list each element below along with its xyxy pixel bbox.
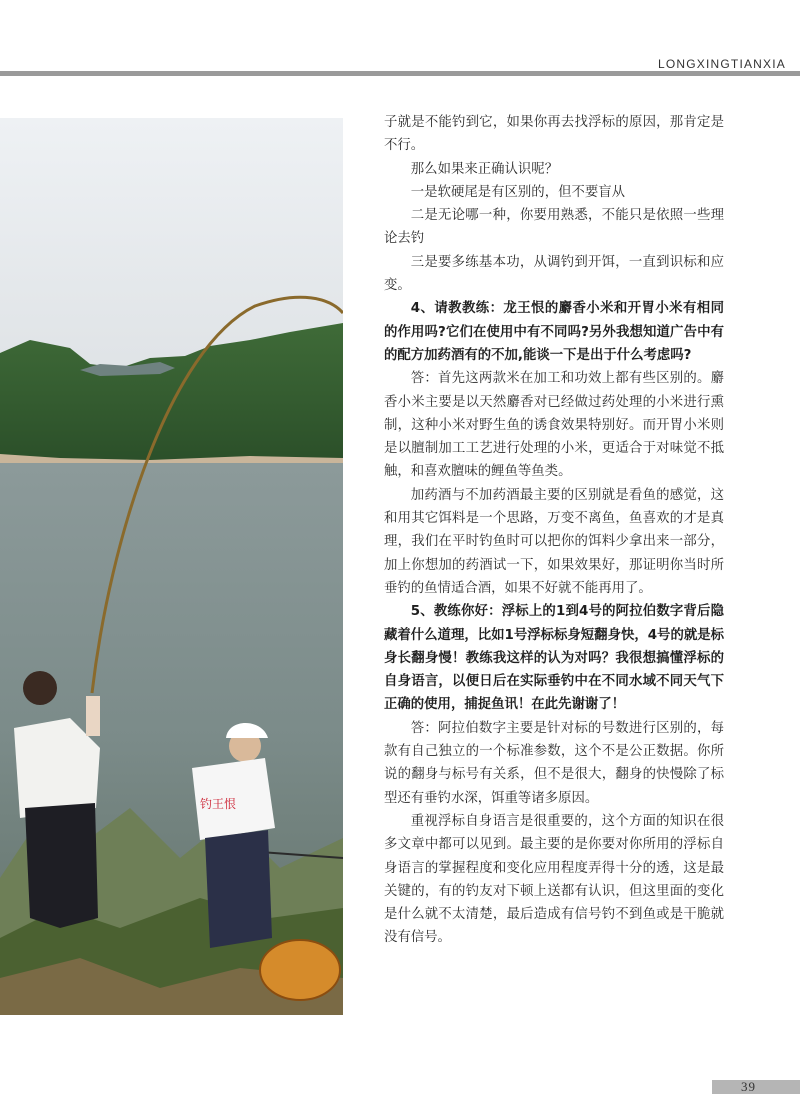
question-heading: 4、请教教练：龙王恨的麝香小米和开胃小米有相同的作用吗?它们在使用中有不同吗?另外我想知道广告中有的配方加药酒有的不加,能谈一下是出于什么考虑吗? [384, 301, 724, 363]
page-number-bar [712, 1080, 800, 1094]
shirt-text: 钓王恨 [200, 797, 237, 811]
article-paragraph: 重视浮标自身语言是很重要的，这个方面的知识在很多文章中都可以见到。最主要的是你要对你所用的浮标自身语言的掌握程度和变化应用程度弄得十分的透，这是最关键的，有的钓友对下顿上送都有认识，但这里面的变化是什么就不太清楚，最后造成有信号钓不到鱼或是干脆就没有信号。 [384, 813, 724, 946]
running-header-rule [0, 71, 800, 76]
fishing-photo [0, 118, 343, 1015]
article-paragraph: 答：首先这两款米在加工和功效上都有些区别的。麝香小米主要是以天然麝香对已经做过药处理的小米进行熏制，这种小米对野生鱼的诱食效果特别好。而开胃小米则是以膻制加工工艺进行处理的小米，更适合于对味觉不抵触，和喜欢膻味的鲤鱼等鱼类。 [384, 371, 724, 480]
article-paragraph: 二是无论哪一种，你要用熟悉，不能只是依照一些理论去钓 [384, 208, 724, 247]
article-paragraph: 三是要多练基本功，从调钓到开饵，一直到识标和应变。 [384, 254, 724, 294]
article-paragraph: 那么如果来正确认识呢？ [410, 161, 559, 177]
running-header-title: LONGXINGTIANXIA [657, 57, 786, 71]
article-paragraph: 一是软硬尾是有区别的，但不要盲从 [410, 184, 626, 200]
article-paragraph: 加药酒与不加药酒最主要的区别就是看鱼的感觉，这和用其它饵料是一个思路，万变不离鱼，鱼喜欢的才是真理，我们在平时钓鱼时可以把你的饵料少拿出来一部分，加上你想加的药酒试一下，如果效果好，那证明你当时所垂钓的鱼情适合酒，如果不好就不能再用了。 [384, 487, 724, 596]
article-body [384, 111, 724, 950]
article-paragraph: 子就是不能钓到它，如果你再去找浮标的原因，那肯定是不行。 [384, 115, 724, 154]
page-number: 39 [741, 1079, 756, 1094]
article-paragraph: 答：阿拉伯数字主要是针对标的号数进行区别的，每款有自己独立的一个标准参数，这个不是公正数据。你所说的翻身与标号有关系，但不是很大，翻身的快慢除了标型还有垂钓水深，饵重等诸多原因。 [384, 720, 724, 806]
question-heading: 5、教练你好：浮标上的1到4号的阿拉伯数字背后隐藏着什么道理，比如1号浮标标身短翻身快，4号的就是标身长翻身慢！教练我这样的认为对吗？我很想搞懂浮标的自身语言，以便日后在实际垂钓中在不同水域不同天气下正确的使用，捕捉鱼讯！在此先谢谢了！ [384, 604, 725, 713]
